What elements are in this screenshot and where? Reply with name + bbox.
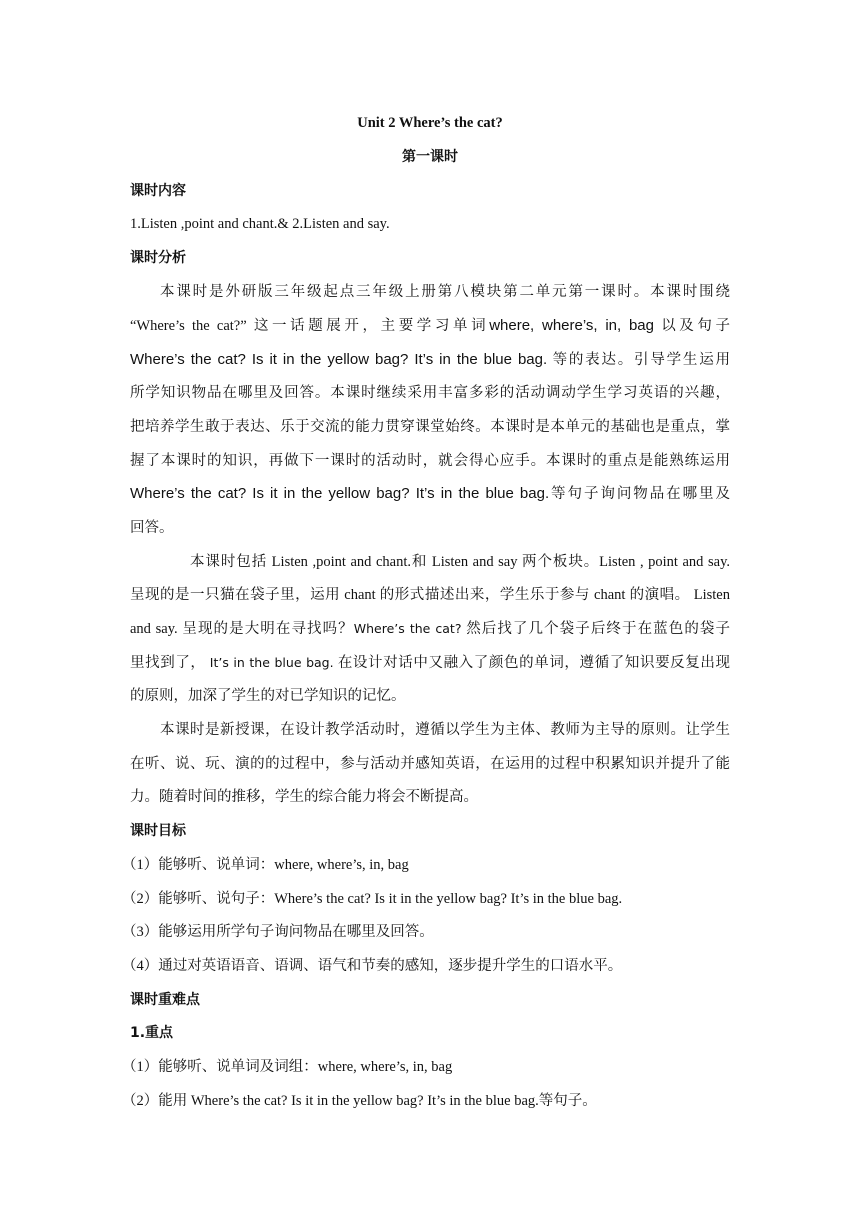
analysis-p1-line5: 把培养学生敢于表达、乐于交流的能力贯穿课堂始终。本课时是本单元的基础也是重点，掌 [130,419,730,435]
lesson-subtitle: 第一课时 [402,149,458,165]
analysis-p3-line3: 力。随着时间的推移，学生的综合能力将会不断提高。 [130,789,478,805]
key-point-item-1: （1）能够听、说单词及词组：where, where’s, in, bag [122,1059,453,1075]
goal-item-2: （2）能够听、说句子：Where’s the cat? Is it in the yellow bag? It’s in the blue bag. [122,891,623,907]
analysis-p1-line8: 回答。 [130,520,174,536]
key-points-subheading: 1.重点 [130,1025,174,1041]
goal-item-3: （3）能够运用所学句子询问物品在哪里及回答。 [122,924,434,940]
document-title: Unit 2 Where’s the cat? [357,115,503,131]
analysis-p2-line5: 的原则，加深了学生的对已学知识的记忆。 [130,688,406,704]
analysis-p1-line7: Where’s the cat? Is it in the yellow bag? It’s in the blue bag.等句子询问物品在哪里及 [130,485,730,502]
analysis-p1-line3: Where’s the cat? Is it in the yellow bag? It’s in the blue bag. 等的表达。引导学生运用 [130,351,730,368]
analysis-p2-line4: 里找到了， It’s in the blue bag. 在设计对话中又融入了颜色的单词，遵循了知识要反复出现 [130,655,730,671]
analysis-p2-line1: 本课时包括 Listen ,point and chant.和 Listen and say 两个板块。Listen , point and say. [190,554,730,570]
analysis-p3-line1: 本课时是新授课，在设计教学活动时，遵循以学生为主体、教师为主导的原则。让学生 [160,722,730,738]
section-heading-goals: 课时目标 [130,823,186,839]
analysis-p1-line6: 握了本课时的知识，再做下一课时的活动时，就会得心应手。本课时的重点是能熟练运用 [130,453,730,469]
goal-item-1: （1）能够听、说单词：where, where’s, in, bag [122,857,409,873]
analysis-p1-line1: 本课时是外研版三年级起点三年级上册第八模块第二单元第一课时。本课时围绕 [160,284,730,300]
section-heading-content: 课时内容 [130,183,186,199]
section-heading-key-points: 课时重难点 [130,992,200,1008]
analysis-p3-line2: 在听、说、玩、演的的过程中，参与活动并感知英语，在运用的过程中积累知识并提升了能 [130,756,730,772]
goal-item-4: （4）通过对英语语音、语调、语气和节奏的感知，逐步提升学生的口语水平。 [122,958,623,974]
section-heading-analysis: 课时分析 [130,250,186,266]
analysis-p2-line2: 呈现的是一只猫在袋子里，运用 chant 的形式描述出来，学生乐于参与 chant 的演唱。 Listen [130,587,730,603]
key-point-item-2: （2）能用 Where’s the cat? Is it in the yellow bag? It’s in the blue bag.等句子。 [122,1093,597,1109]
analysis-p1-line2: “Where’s the cat?” 这一话题展开，主要学习单词where, where’s, in, bag 以及句子 [130,317,731,334]
content-line: 1.Listen ,point and chant.& 2.Listen and say. [130,216,390,232]
analysis-p1-line4: 所学知识物品在哪里及回答。本课时继续采用丰富多彩的活动调动学生学习英语的兴趣， [130,385,730,401]
analysis-p2-line3: and say. 呈现的是大明在寻找吗？Where’s the cat? 然后找了几个袋子后终于在蓝色的袋子 [130,621,731,637]
